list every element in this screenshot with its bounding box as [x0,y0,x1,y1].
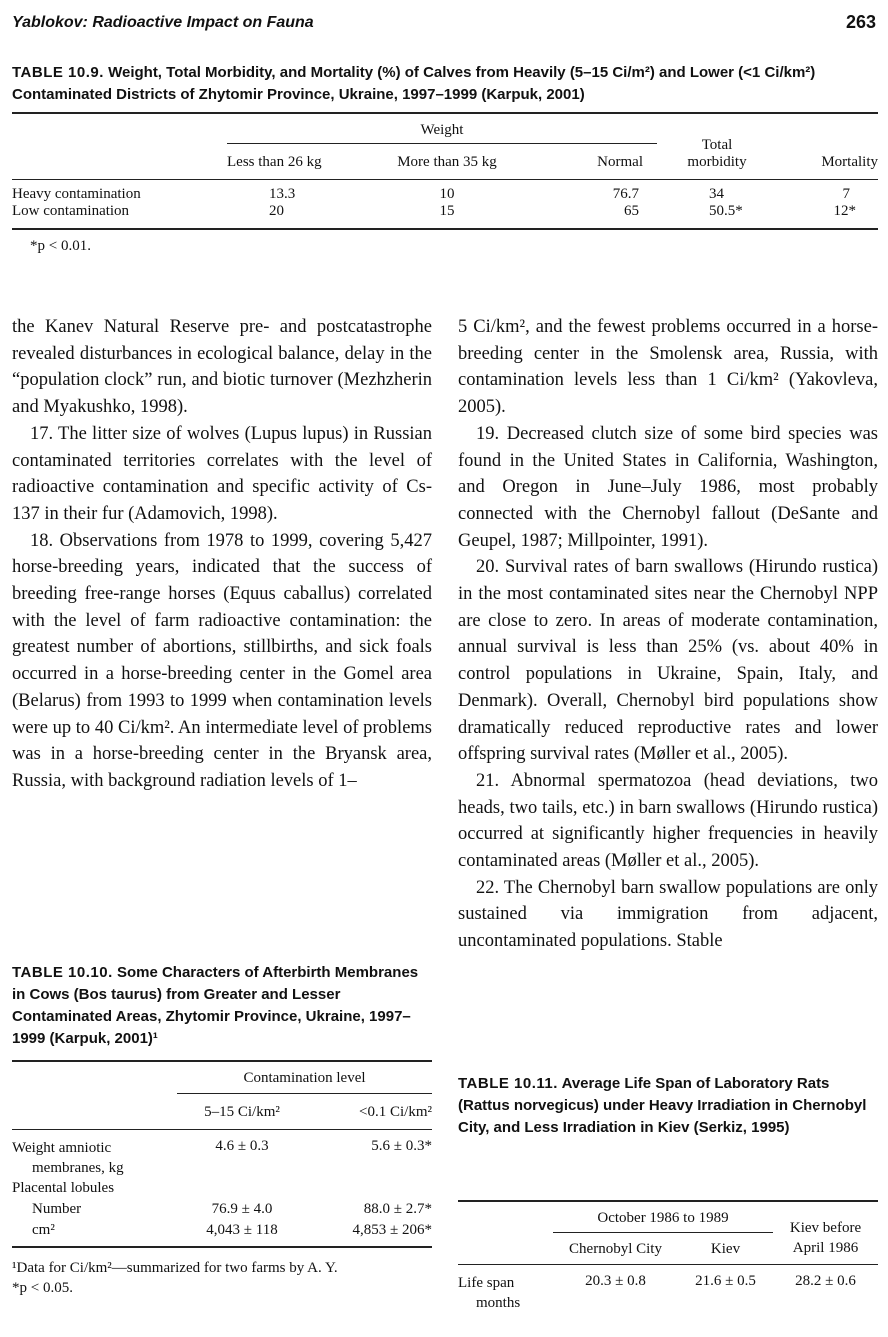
t109-total-morbidity-header: Total morbidity [687,137,747,170]
paragraph: 21. Abnormal spermatozoa (head deviations, two heads, two tails, etc.) in barn swallows (Hirundo rustica) occurred at significantly higher frequencies in heavily contaminated areas (Møller et al., 2005). [458,770,878,872]
t109-group-header: Weight [227,113,657,144]
paragraph: 18. Observations from 1978 to 1999, covering 5,427 horse-breeding years, indicated that the success of breeding free-range horses (Equus caballus) correlated with the level of farm radioactive contamination: the greatest number of abortions, stillbirths, and sick foals occurred in a horse-breeding center in the Gomel area (Belarus) from 1993 to 1999 when contamination levels were up to 40 Ci/km². An intermediate level of problems was in a horse-breeding center in the Bryansk area, Russia, with background radiation levels of 1– [12,530,432,791]
page-header [12,10,876,38]
paragraph: 19. Decreased clutch size of some bird species was found in the United States in California, Washington, and Oregon in June–July 1986, most probably connected with the Chernobyl fallout (DeSante and Geupel, 1987; Millpointer, 1991). [458,423,878,551]
running-title: Yablokov: Radioactive Impact on Fauna [12,14,314,31]
table-10-10-caption: TABLE 10.10. Some Characters of Afterbirth Membranes in Cows (Bos taurus) from Greater and Lesser Contaminated Areas, Zhytomir Province, Ukraine, 1997–1999 (Karpuk, 2001)¹ [12,964,419,1047]
paragraph: 5 Ci/km², and the fewest problems occurred in a horse-breeding center in the Smolensk area, Russia, with contamination levels less than 1 Ci/km² (Yakovleva, 2005). [458,317,878,418]
table-10-11-caption: TABLE 10.11. Average Life Span of Laboratory Rats (Rattus norvegicus) under Heavy Irradiation in Chernobyl City, and Less Irradiation in Kiev (Serkiz, 1995) [458,1075,867,1136]
t1011-group-header: October 1986 to 1989 [553,1201,773,1233]
page-number: 263 [845,12,876,32]
table-row: Life span months 20.3 ± 0.8 21.6 ± 0.5 28.2 ± 0.6 [458,1273,856,1311]
t1010-col-header: <0.1 Ci/km² [359,1104,432,1120]
left-text-column [12,314,432,795]
table-10-9-caption: TABLE 10.9. Weight, Total Morbidity, and Mortality (%) of Calves from Heavily (5–15 Ci/m²) and Lower (<1 Ci/km²) Contaminated Districts of Zhytomir Province, Ukraine, 1997–1999 (Karpuk, 2001) [12,64,816,103]
t109-mortality-header: Mortality [821,154,878,170]
table-row: Placental lobules [12,1180,115,1196]
paragraph: the Kanev Natural Reserve pre- and postcatastrophe revealed disturbances in ecological balance, delay in the “population clock” run, and biotic turnover (Mezhzherin and Myakushko, 1998). [12,317,432,418]
t109-footnote: *p < 0.01. [30,238,91,254]
paragraph: 20. Survival rates of barn swallows (Hirundo rustica) in the most contaminated sites near the Chernobyl NPP are close to zero. In areas of moderate contamination, annual survival is less than 25% (vs. about 40% in control populations in Ukraine, Spain, Italy, and Denmark). Overall, Chernobyl bird populations show dramatically reduced reproductive rates and lower offspring survival rates (Møller et al., 2005). [458,557,878,765]
paragraph: 17. The litter size of wolves (Lupus lupus) in Russian contaminated territories correlates with the level of radioactive contamination and specific activity of Cs-137 in their fur (Adamovich, 1998). [12,423,432,524]
table-row: cm² 4,043 ± 118 4,853 ± 206* [12,1220,432,1247]
table-10-11 [458,1200,878,1313]
table-row: Low contamination 20 15 65 50.5* 12* [12,203,878,229]
t109-col-header: More than 35 kg [397,154,497,170]
t1010-group-header: Contamination level [177,1061,432,1094]
t1011-col-header: Chernobyl City [569,1241,662,1257]
t1011-kiev-before-header: Kiev before April 1986 [789,1220,862,1256]
table-row: Heavy contamination 13.3 10 76.7 34 7 [12,180,878,204]
t1010-footnotes: ¹Data for Ci/km²—summarized for two farms by A. Y. *p < 0.05. [12,1260,338,1296]
paragraph: 22. The Chernobyl barn swallow populations are only sustained via immigration from adjacent, uncontaminated populations. Stable [458,877,878,952]
table-row: Number 76.9 ± 4.0 88.0 ± 2.7* [32,1200,432,1217]
t109-col-header: Normal [597,154,643,170]
t109-col-header: Less than 26 kg [227,154,322,170]
t1011-col-header: Kiev [710,1241,741,1257]
t1010-col-header: 5–15 Ci/km² [204,1104,280,1120]
table-10-10 [12,1060,432,1298]
table-row: Weight amniotic membranes, kg 4.6 ± 0.3 5.6 ± 0.3* [12,1138,432,1176]
table-10-9 [12,112,878,255]
right-text-column [458,314,878,955]
